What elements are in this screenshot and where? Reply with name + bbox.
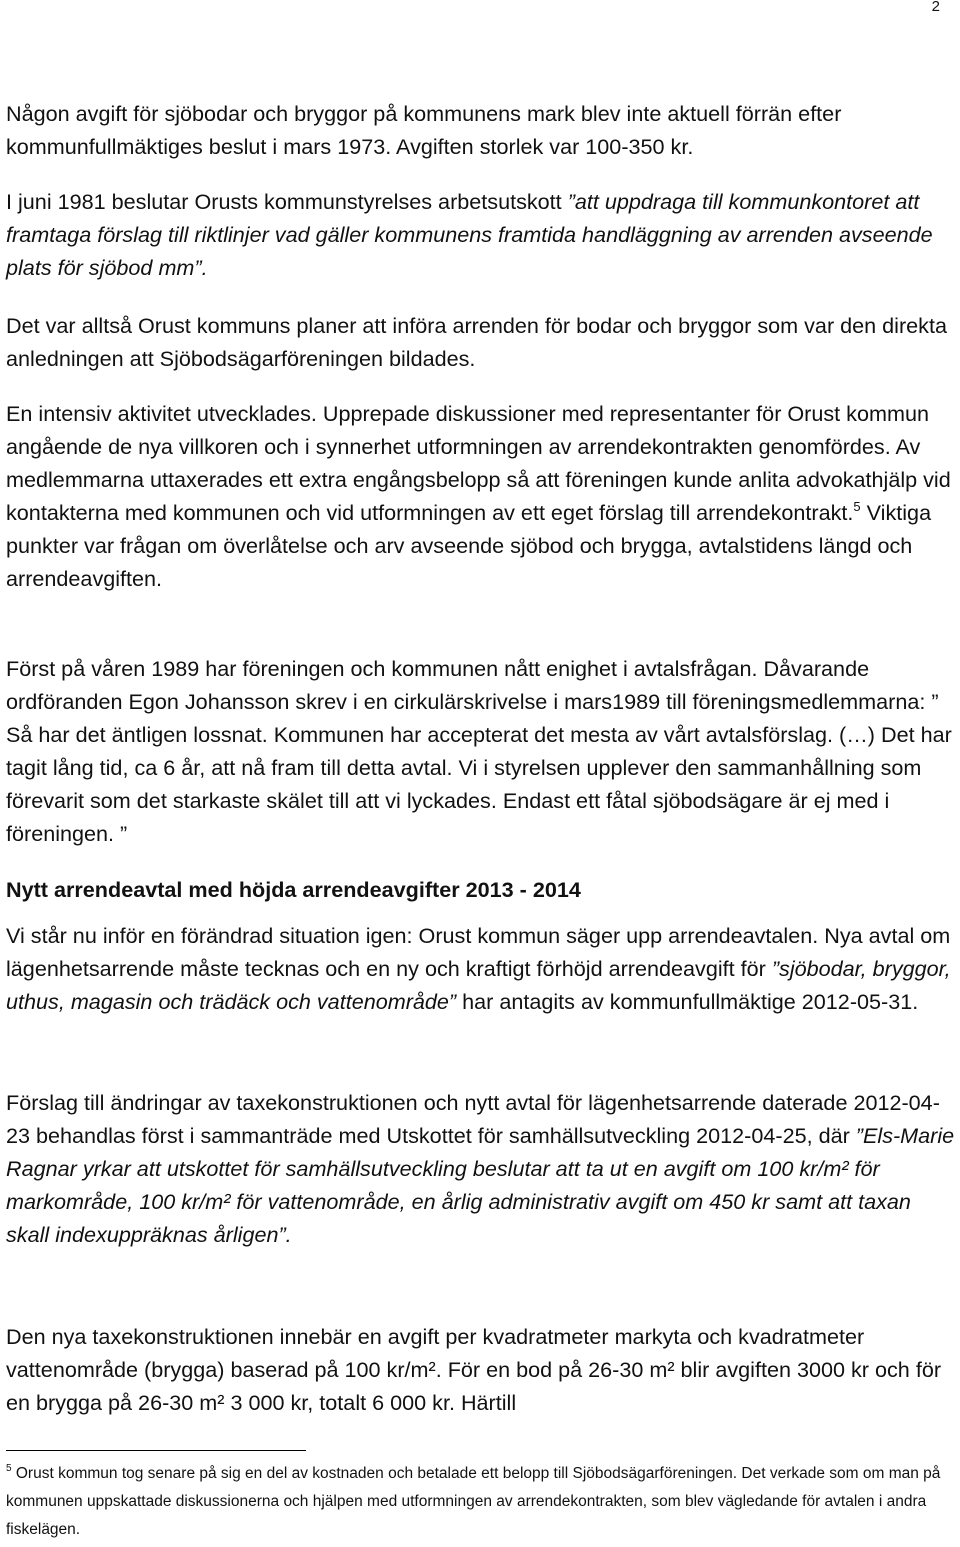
footnote-reference: 5 xyxy=(853,499,861,514)
paragraph-7 xyxy=(6,1086,956,1251)
footnote-number: 5 xyxy=(6,1463,12,1474)
paragraph-1: Någon avgift för sjöbodar och bryggor på kommunens mark blev inte aktuell förrän efter kommunfullmäktiges beslut i mars 1973. Avgiften storlek var 100-350 kr. xyxy=(6,101,842,159)
footnote xyxy=(6,1460,946,1544)
section-heading: Nytt arrendeavtal med höjda arrendeavgifter 2013 - 2014 xyxy=(6,877,581,902)
paragraph-6-text-a: Vi står nu inför en förändrad situation igen: Orust kommun säger upp arrendeavtalen. Nya avtal om lägenhetsarrende måste tecknas och en ny och kraftigt förhöjd arrendeavgift för xyxy=(6,923,951,981)
paragraph-2-text: I juni 1981 beslutar Orusts kommunstyrelses arbetsutskott xyxy=(6,189,568,214)
paragraph-7-text: Förslag till ändringar av taxekonstruktionen och nytt avtal för lägenhetsarrende daterade 2012-04-23 behandlas först i sammanträde med Utskottet för samhällsutveckling 2012-04-25, där xyxy=(6,1090,940,1148)
footnote-separator xyxy=(6,1450,306,1451)
footnote-text: Orust kommun tog senare på sig en del av kostnaden och betalade ett belopp till Sjöbodsägarföreningen. Det verkade som om man på kommunen uppskattade diskussionerna och hjälpen med utformningen av arrendekontrakten, som blev vägledande för avtalen i andra fiskelägen. xyxy=(6,1465,941,1538)
paragraph-2 xyxy=(6,185,956,284)
paragraph-6-quote: ”sjöbodar, bryggor, uthus, magasin och trädäck och vattenområde” xyxy=(6,956,951,1014)
paragraph-4-text-b: Viktiga punkter var frågan om överlåtelse och arv avseende sjöbod och brygga, avtalstidens längd och arrendeavgiften. xyxy=(6,500,932,591)
paragraph-2-quote: ”att uppdraga till kommunkontoret att framtaga förslag till riktlinjer vad gäller kommunens framtida handläggning av arrenden avseende plats för sjöbod mm”. xyxy=(6,189,933,280)
paragraph-6-text-b: har antagits av kommunfullmäktige 2012-05-31. xyxy=(456,989,919,1014)
paragraph-4-text-a: En intensiv aktivitet utvecklades. Upprepade diskussioner med representanter för Orust kommun angående de nya villkoren och i synnerhet utformningen av arrendekontrakten genomfördes. Av medlemmarna uttaxerades ett extra engångsbelopp så att föreningen kunde anlita advokathjälp vid kontakterna med kommunen och vid utformningen av ett eget förslag till arrendekontrakt. xyxy=(6,401,951,525)
paragraph-3: Det var alltså Orust kommuns planer att införa arrenden för bodar och bryggor som var den direkta anledningen att Sjöbodsägarföreningen bildades. xyxy=(6,313,947,371)
paragraph-8: Den nya taxekonstruktionen innebär en avgift per kvadratmeter markyta och kvadratmeter vattenområde (brygga) baserad på 100 kr/m². För en bod på 26-30 m² blir avgiften 3000 kr och för en brygga på 26-30 m² 3 000 kr, totalt 6 000 kr. Härtill xyxy=(6,1324,942,1415)
page-number: 2 xyxy=(931,0,940,15)
paragraph-5: Först på våren 1989 har föreningen och kommunen nått enighet i avtalsfrågan. Dåvarande ordföranden Egon Johansson skrev i en cirkulärskrivelse i mars1989 till föreningsmedlemmarna: ” Så har det äntligen lossnat. Kommunen har accepterat det mesta av vårt avtalsförslag. (…) Det har tagit lång tid, ca 6 år, att nå fram till detta avtal. Vi i styrelsen upplever den sammanhållning som förevarit som det starkaste skälet till att vi lyckades. Endast ett fåtal sjöbodsägare är ej med i föreningen. ” xyxy=(6,656,952,846)
paragraph-6 xyxy=(6,919,956,1018)
paragraph-4 xyxy=(6,397,956,595)
paragraph-7-quote: ”Els-Marie Ragnar yrkar att utskottet för samhällsutveckling beslutar att ta ut en avgift om 100 kr/m² för markområde, 100 kr/m² för vattenområde, en årlig administrativ avgift om 450 kr samt att taxan skall indexuppräknas årligen”. xyxy=(6,1123,955,1247)
